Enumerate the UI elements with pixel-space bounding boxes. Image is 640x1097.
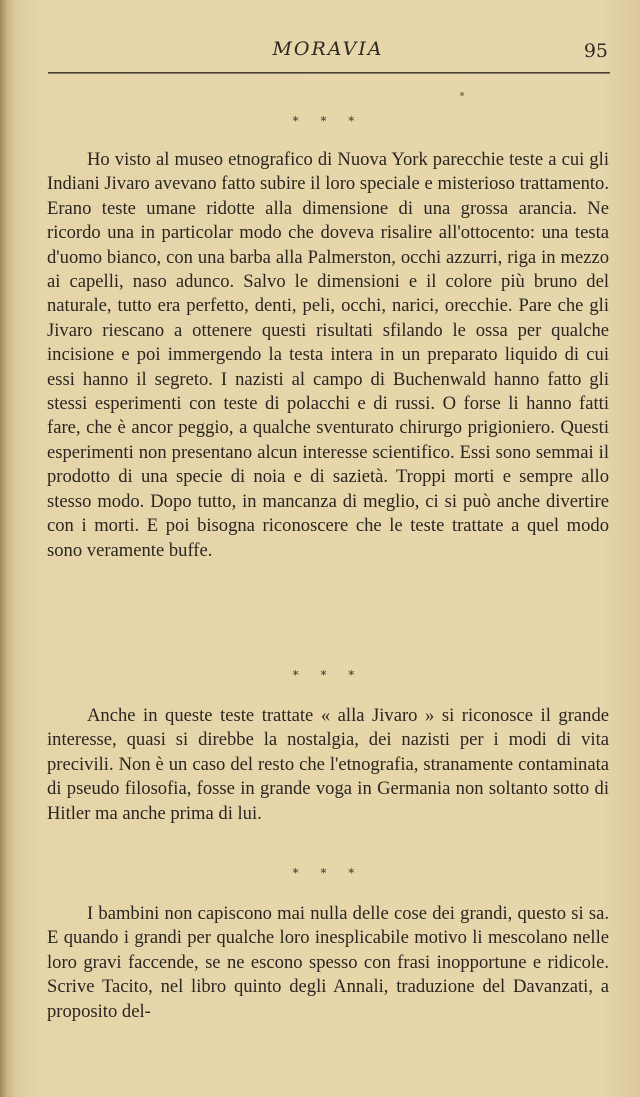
page-number: 95 — [583, 40, 608, 62]
section-separator: * * * — [292, 668, 364, 682]
paragraph: I bambini non capiscono mai nulla delle cose dei grandi, questo si sa. E quando i grandi per qualche loro inesplicabile motivo li mescolano nelle loro gravi faccende, se ne escono spesso con frasi inopportune e ridicole. Scrive Tacito, nel libro quinto degli Annali, traduzione del Davanzati, a proposito del- — [47, 903, 609, 1022]
section-separator: * * * — [292, 866, 364, 880]
header-rule — [48, 72, 610, 74]
section-separator: * * * — [292, 114, 364, 128]
paragraph: Ho visto al museo etnografico di Nuova York parecchie teste a cui gli Indiani Jivaro avevano fatto subire il loro speciale e misterioso trattamento. Erano teste umane ridotte alla dimensione di una grossa arancia. Ne ricordo una in particolar modo che doveva risalire all'ottocento: una testa d'uomo bianco, con una barba alla Palmerston, occhi azzurri, riga in mezzo ai capelli, naso adunco. Salvo le dimensioni e il colore più bruno del naturale, tutto era perfetto, denti, peli, occhi, narici, orecchie. Pare che gli Jivaro riescano a ottenere questi risultati sfilando le ossa per qualche incisione e poi immergendo la testa intera in un preparato liquido di cui essi hanno il segreto. I nazisti al campo di Buchenwald hanno fatto gli stessi esperimenti con teste di polacchi e di russi. O forse li hanno fatti fare, che è ancor peggio, a qualche sventurato chirurgo prigioniero. Questi esperimenti non presentano alcun interesse scientifico. Essi sono semmai il prodotto di una specie di noia e di sazietà. Troppi morti e sempre allo stesso modo. Dopo tutto, in mancanza di meglio, ci si può anche divertire con i morti. E poi bisogna riconoscere che le teste trattate a quel modo sono veramente buffe. — [47, 149, 609, 561]
running-title: MORAVIA — [272, 38, 384, 60]
paragraph: Anche in queste teste trattate « alla Jivaro » si riconosce il grande interesse, quasi si direbbe la nostalgia, dei nazisti per i modi di vita precivili. Non è un caso del resto che l'etnografia, stranamente contaminata di pseudo filosofia, fosse in grande voga in Germania non soltanto sotto di Hitler ma anche prima di lui. — [47, 705, 609, 824]
running-head — [48, 38, 608, 68]
paper-spot — [460, 92, 464, 96]
